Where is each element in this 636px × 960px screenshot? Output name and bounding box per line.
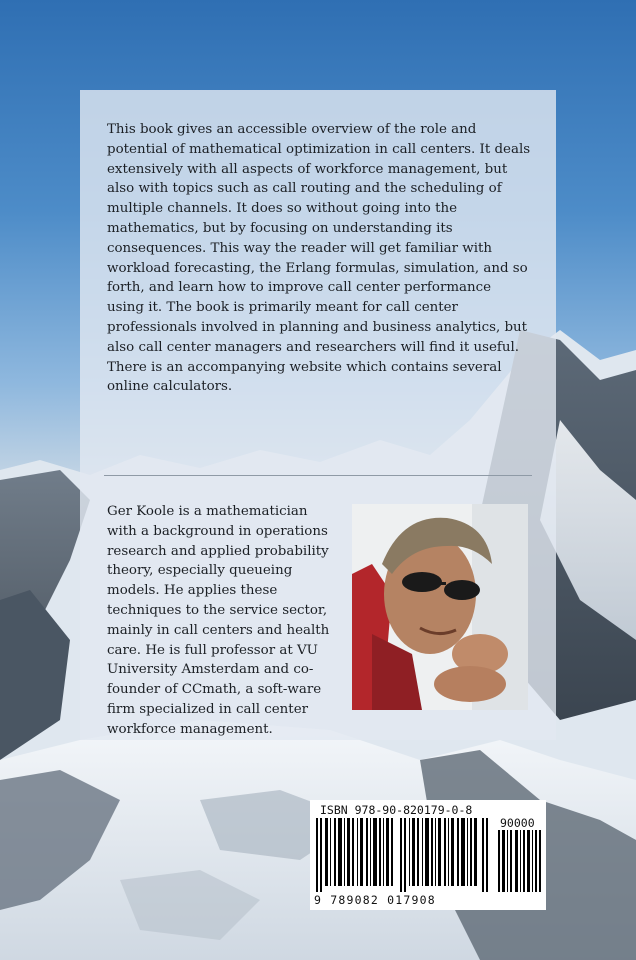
divider: [104, 475, 532, 476]
price-code: 90000: [500, 816, 535, 830]
ean-digits: 9 789082 017908: [314, 893, 436, 907]
isbn-label: ISBN 978-90-820179-0-8: [320, 803, 473, 817]
author-bio: Ger Koole is a mathematician with a background in operations research and applied probability theory, especially queueing models. He applies these techniques to the service sector, mainly in call centers and health care. He is full professor at VU University Amsterdam and co-founder of CCmath, a soft-ware firm specialized in call center workforce management.: [107, 504, 330, 737]
text-panel: [80, 90, 556, 740]
book-description: This book gives an accessible overview of the role and potential of mathematical optimization in call centers. It deals extensively with all aspects of workforce management, but also with topics such as call routing and the scheduling of multiple channels. It does so without going into the mathematics, but by focusing on understanding its consequences. This way the reader will get familiar with workload forecasting, the Erlang formulas, simulation, and so forth, and learn how to improve call center performance using it. The book is primarily meant for call center professionals involved in planning and business analytics, but also call center managers and researchers will find it useful. There is an accompanying website which contains several online calculators.: [107, 122, 531, 395]
author-photo: [352, 504, 528, 710]
addon-bars: [498, 830, 542, 892]
isbn-barcode: [310, 800, 546, 910]
ean-bars: [316, 818, 492, 892]
